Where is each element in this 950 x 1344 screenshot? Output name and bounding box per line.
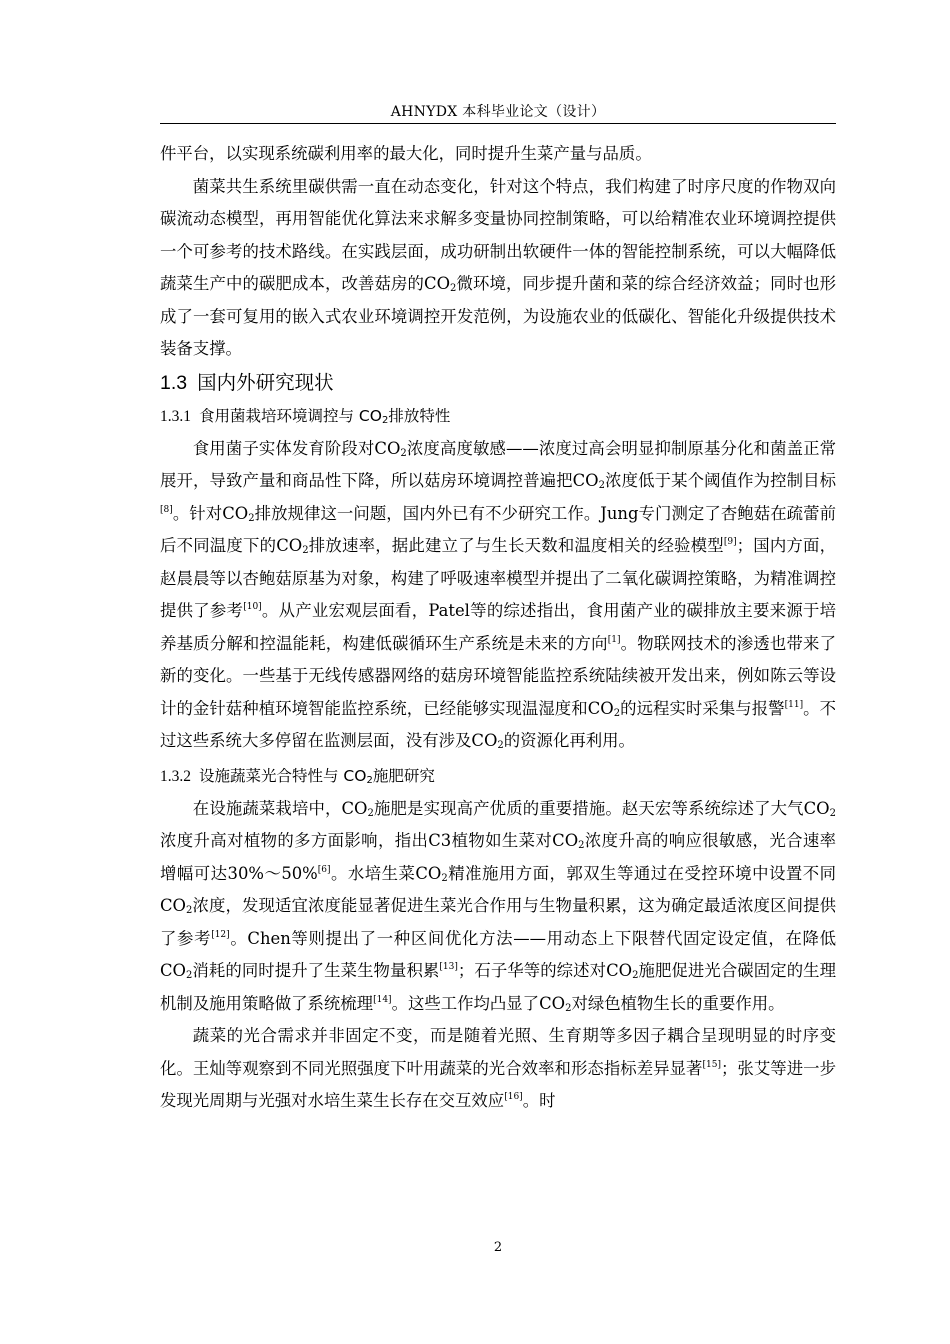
subscript: 2 bbox=[248, 512, 255, 524]
text: 浓度低于某个阈值作为控制目标 bbox=[604, 471, 837, 490]
subscript: 2 bbox=[613, 707, 621, 719]
subsection-title: 设施蔬菜光合特性与 CO bbox=[199, 766, 367, 785]
section-number: 1.3 bbox=[160, 371, 188, 394]
header-rule bbox=[160, 123, 836, 124]
subscript: 2 bbox=[497, 740, 504, 751]
page-header: AHNYDX 本科毕业论文（设计） bbox=[390, 104, 606, 120]
citation: [12] bbox=[211, 929, 230, 940]
subscript: 2 bbox=[366, 774, 373, 786]
subsection-heading-2 bbox=[160, 760, 836, 793]
text: 在设施蔬菜栽培中，CO bbox=[192, 798, 368, 818]
subsection-number: 1.3.1 bbox=[160, 407, 191, 425]
text: 的资源化再利用。 bbox=[503, 731, 635, 750]
subscript: 2 bbox=[578, 840, 585, 851]
subscript: 2 bbox=[185, 970, 193, 981]
subsection-number: 1.3.2 bbox=[160, 767, 191, 785]
text: 。时 bbox=[522, 1091, 556, 1110]
text: 。水培生菜CO bbox=[330, 863, 442, 883]
subsection-heading-1 bbox=[160, 400, 836, 433]
citation: [11] bbox=[784, 699, 804, 710]
paragraph-significance bbox=[160, 171, 836, 366]
text: 。针对CO bbox=[172, 503, 249, 523]
text: 食用菌子实体发育阶段对CO bbox=[192, 438, 401, 458]
subsection-title: 食用菌栽培环境调控与 CO bbox=[199, 406, 382, 425]
citation: [8] bbox=[160, 504, 173, 515]
citation: [15] bbox=[702, 1059, 721, 1070]
page-number: 2 bbox=[493, 1240, 503, 1255]
text: 。Chen等则提出了一种区间优化方法——用动态上下限替代固定设定值，在降低CO bbox=[160, 928, 837, 980]
subscript: 2 bbox=[400, 447, 407, 459]
subscript: 2 bbox=[632, 970, 639, 981]
text: 排放规律这一问题，国内外已有不少研究工作。Jung专门测定了杏鲍菇在疏蕾前后不同温度下的CO bbox=[160, 503, 836, 555]
text: 。这些工作均凸显了CO bbox=[391, 993, 566, 1013]
paragraph-light-demand bbox=[160, 1020, 836, 1118]
subscript: 2 bbox=[829, 807, 836, 819]
subscript: 2 bbox=[565, 1002, 572, 1014]
text: ；石子华等的综述对CO bbox=[457, 961, 633, 980]
text: 浓度升高的响应很敏感，光合速率增幅可达30%～50% bbox=[160, 831, 837, 883]
subscript: 2 bbox=[185, 905, 193, 916]
text: 。物联网技术的渗透也带来了新的变化。一些基于无线传感器网络的菇房环境智能监控系统陆续被开发出来，例如陈云等设计的金针菇种植环境智能监控系统，已经能够实现温湿度和CO bbox=[160, 633, 837, 718]
subscript: 2 bbox=[450, 283, 457, 294]
text: 精准施用方面，郭双生等通过在受控环境中设置不同CO bbox=[160, 863, 836, 915]
paragraph-intro-tail bbox=[160, 138, 836, 171]
citation: [6] bbox=[317, 864, 331, 875]
citation: [16] bbox=[504, 1092, 523, 1102]
text: 排放速率，据此建立了与生长天数和温度相关的经验模型 bbox=[308, 536, 724, 555]
section-heading bbox=[160, 368, 836, 398]
citation: [14] bbox=[373, 994, 392, 1005]
subsection-title: 施肥研究 bbox=[372, 766, 435, 785]
paragraph-mushroom-co2 bbox=[160, 433, 836, 758]
subscript: 2 bbox=[441, 872, 448, 884]
citation: [1] bbox=[607, 634, 621, 645]
paragraph-vegetable-co2 bbox=[160, 793, 836, 1021]
text: ；国内方面，赵晨晨等以杏鲍菇原基为对象，构建了呼吸速率模型并提出了二氧化碳调控策略，为精准调控提供了参考 bbox=[160, 536, 837, 620]
citation: [9] bbox=[723, 537, 737, 547]
text: ；张艾等进一步发现光周期与光强对水培生菜生长存在交互效应 bbox=[160, 1058, 837, 1110]
page-body bbox=[160, 138, 836, 1118]
text: 菌菜共生系统里碳供需一直在动态变化，针对这个特点，我们构建了时序尺度的作物双向碳流动态模型，再用智能优化算法来求解多变量协同控制策略，可以给精准农业环境调控提供一个可参考的技术路线。在实践层面，成功研制出软硬件一体的智能控制系统，可以大幅降低蔬菜生产中的碳肥成本，改善菇房的CO bbox=[160, 176, 836, 293]
text: 件平台，以实现系统碳利用率的最大化，同时提升生菜产量与品质。 bbox=[160, 144, 652, 163]
text: 。不过这些系统大多停留在监测层面，没有涉及CO bbox=[160, 698, 837, 750]
section-title: 国内外研究现状 bbox=[197, 370, 334, 394]
subscript: 2 bbox=[381, 414, 389, 426]
subscript: 2 bbox=[367, 807, 374, 819]
subscript: 2 bbox=[302, 545, 309, 556]
citation: [10] bbox=[243, 602, 262, 612]
text: 。从产业宏观层面看，Patel等的综述指出，食用菌产业的碳排放主要来源于培养基质分解和控温能耗，构建低碳循环生产系统是未来的方向 bbox=[160, 601, 837, 653]
text: 对绿色植物生长的重要作用。 bbox=[571, 993, 785, 1013]
text: 浓度高度敏感——浓度过高会明显抑制原基分化和菌盖正常展开，导致产量和商品性下降，所以菇房环境调控普遍把CO bbox=[160, 438, 837, 490]
text: 施肥促进光合碳固定的生理机制及施用策略做了系统梳理 bbox=[160, 961, 837, 1013]
text: 蔬菜的光合需求并非固定不变，而是随着光照、生育期等多因子耦合呈现明显的时序变化。王灿等观察到不同光照强度下叶用蔬菜的光合效率和形态指标差异显著 bbox=[160, 1026, 836, 1078]
text: 微环境，同步提升菌和菜的综合经济效益；同时也形成了一套可复用的嵌入式农业环境调控开发范例，为设施农业的低碳化、智能化升级提供技术装备支撑。 bbox=[160, 274, 837, 358]
text: 浓度，发现适宜浓度能显著促进生菜光合作用与生物量积累，这为确定最适浓度区间提供了参考 bbox=[160, 896, 836, 948]
text: 浓度升高对植物的多方面影响，指出C3植物如生菜对CO bbox=[160, 831, 579, 850]
text: 的远程实时采集与报警 bbox=[620, 698, 785, 718]
text: 施肥是实现高产优质的重要措施。赵天宏等系统综述了大气CO bbox=[373, 798, 830, 818]
subscript: 2 bbox=[598, 480, 605, 491]
text: 消耗的同时提升了生菜生物量积累 bbox=[192, 961, 440, 980]
citation: [13] bbox=[439, 962, 458, 972]
subsection-title: 排放特性 bbox=[388, 406, 451, 425]
